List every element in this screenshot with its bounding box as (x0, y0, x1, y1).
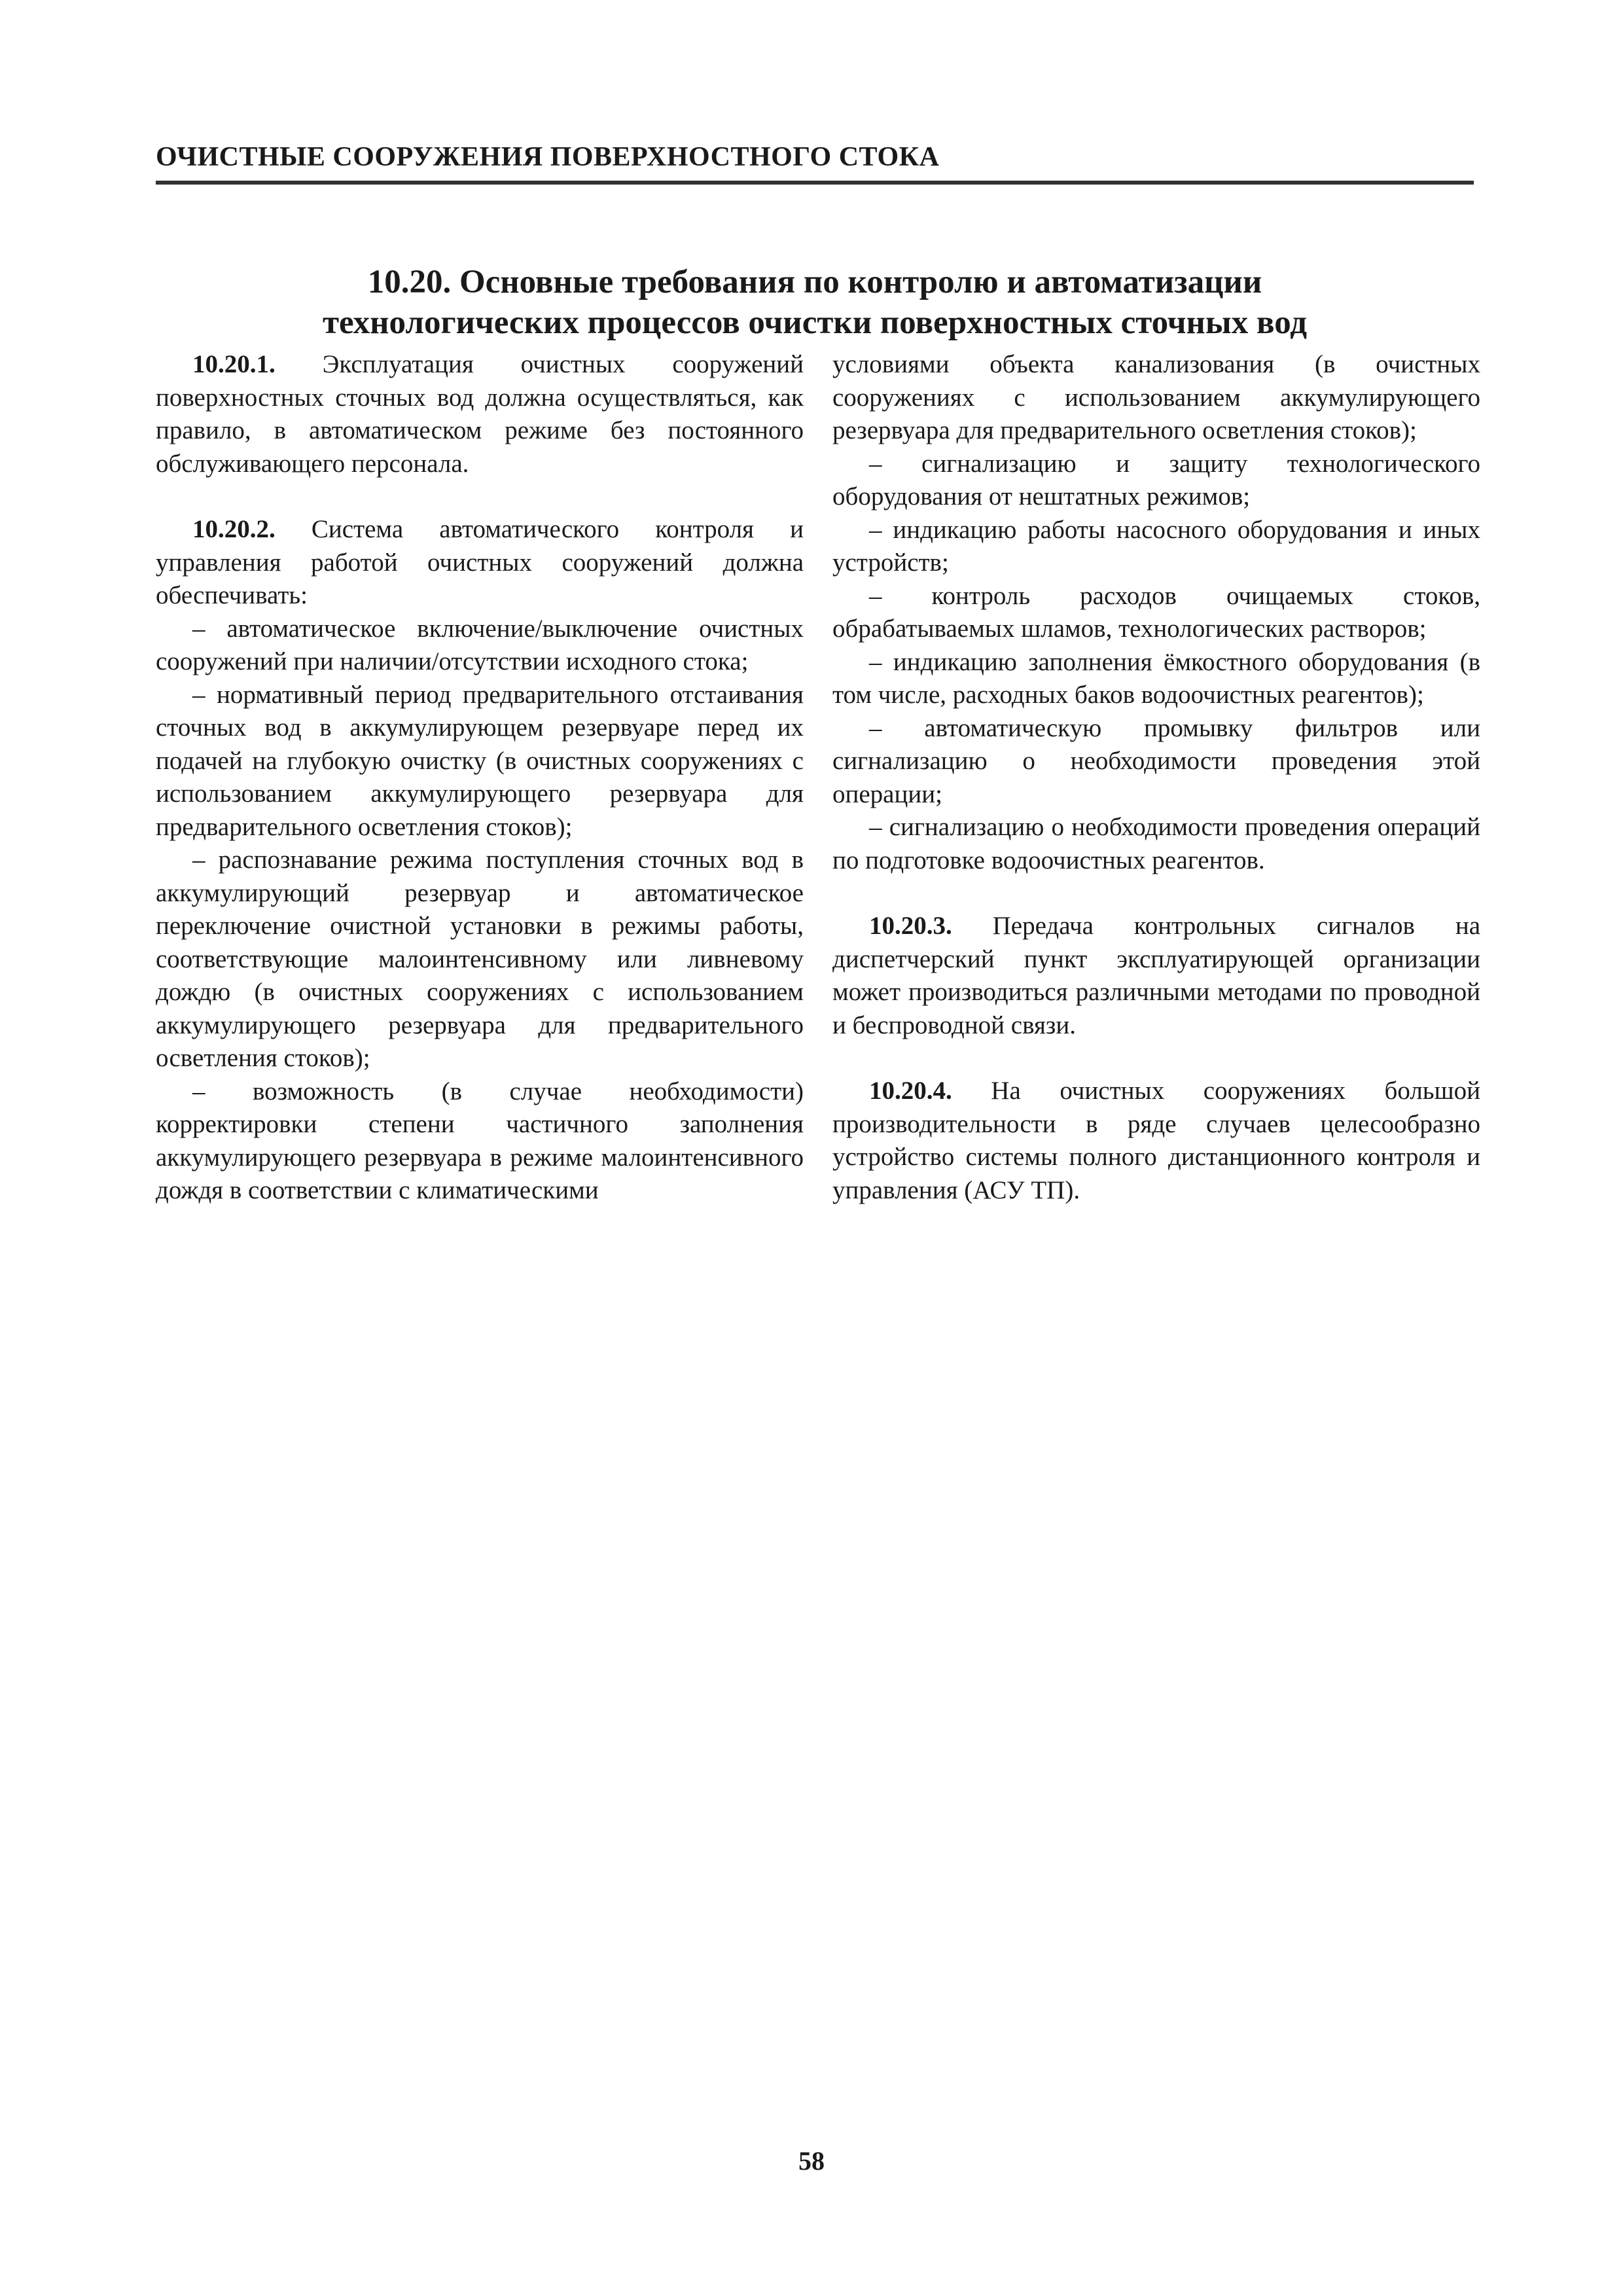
list-item: – сигнализацию и защиту технологического оборудования от нештатных режимов; (832, 449, 1480, 511)
list-item: – распознавание режима поступления сточных вод в аккумулирующий резервуар и автоматическое переключение очистной установки в режимы работы, соответствующие малоинтенсивному или ливневому дождю (в очистных сооружениях с использованием аккумулирующего резервуара для предварительного осветления стоков); (156, 846, 804, 1072)
paragraph-10-20-4 (832, 1075, 1480, 1207)
paragraph-text: Передача контрольных сигналов на диспетчерский пункт эксплуатирующей организации может производиться различными методами по проводной и беспроводной связи. (832, 912, 1480, 1039)
running-header: ОЧИСТНЫЕ СООРУЖЕНИЯ ПОВЕРХНОСТНОГО СТОКА (156, 142, 940, 172)
list-item: – автоматическое включение/выключение очистных сооружений при наличии/отсутствии исходного стока; (156, 614, 804, 675)
paragraph-10-20-2 (156, 513, 804, 613)
paragraph-number: 10.20.1. (192, 350, 276, 378)
list-item: – нормативный период предварительного отстаивания сточных вод в аккумулирующем резервуаре перед их подачей на глубокую очистку (в очистных сооружениях с использованием аккумулирующего резервуара для предварительного осветления стоков); (156, 680, 804, 841)
paragraph-number: 10.20.3. (869, 912, 952, 940)
header-rule (156, 181, 1474, 185)
paragraph-text: Система автоматического контроля и управления работой очистных сооружений должна обеспечивать: (156, 515, 804, 609)
paragraph-text: Эксплуатация очистных сооружений поверхностных сточных вод должна осуществляться, как правило, в автоматическом режиме без постоянного обслуживающего персонала. (156, 350, 804, 478)
list-item-continuation: условиями объекта канализования (в очистных сооружениях с использованием аккумулирующего резервуара для предварительного осветления стоков); (832, 350, 1480, 444)
section-title-line-1 (156, 262, 1474, 302)
list-item: – индикацию заполнения ёмкостного оборудования (в том числе, расходных баков водоочистных реагентов); (832, 647, 1480, 709)
left-column (156, 348, 804, 1208)
section-title-text-1: Основные требования по контролю и автоматизации (459, 264, 1262, 300)
paragraph-text: На очистных сооружениях большой производительности в ряде случаев целесообразно устройство системы полного дистанционного контроля и управления (АСУ ТП). (832, 1077, 1480, 1204)
list-item: – индикацию работы насосного оборудования и иных устройств; (832, 515, 1480, 577)
section-title-line-2: технологических процессов очистки поверхностных сточных вод (322, 304, 1308, 341)
list-item: – сигнализацию о необходимости проведения операций по подготовке водоочистных реагентов. (832, 813, 1480, 874)
paragraph-number: 10.20.2. (192, 515, 276, 543)
list-item: – автоматическую промывку фильтров или сигнализацию о необходимости проведения этой операции; (832, 713, 1480, 808)
section-title (156, 262, 1474, 343)
paragraph-number: 10.20.4. (869, 1077, 952, 1105)
paragraph-10-20-3 (832, 910, 1480, 1042)
list-item: – возможность (в случае необходимости) корректировки степени частичного заполнения аккумулирующего резервуара в режиме малоинтенсивного дождя в соответствии с климатическими (156, 1077, 804, 1204)
list-item: – контроль расходов очищаемых стоков, обрабатываемых шламов, технологических растворов; (832, 581, 1480, 643)
page-number: 58 (798, 2146, 825, 2176)
right-column (832, 348, 1480, 1207)
paragraph-10-20-1 (156, 348, 804, 480)
section-number: 10.20. (367, 264, 452, 300)
